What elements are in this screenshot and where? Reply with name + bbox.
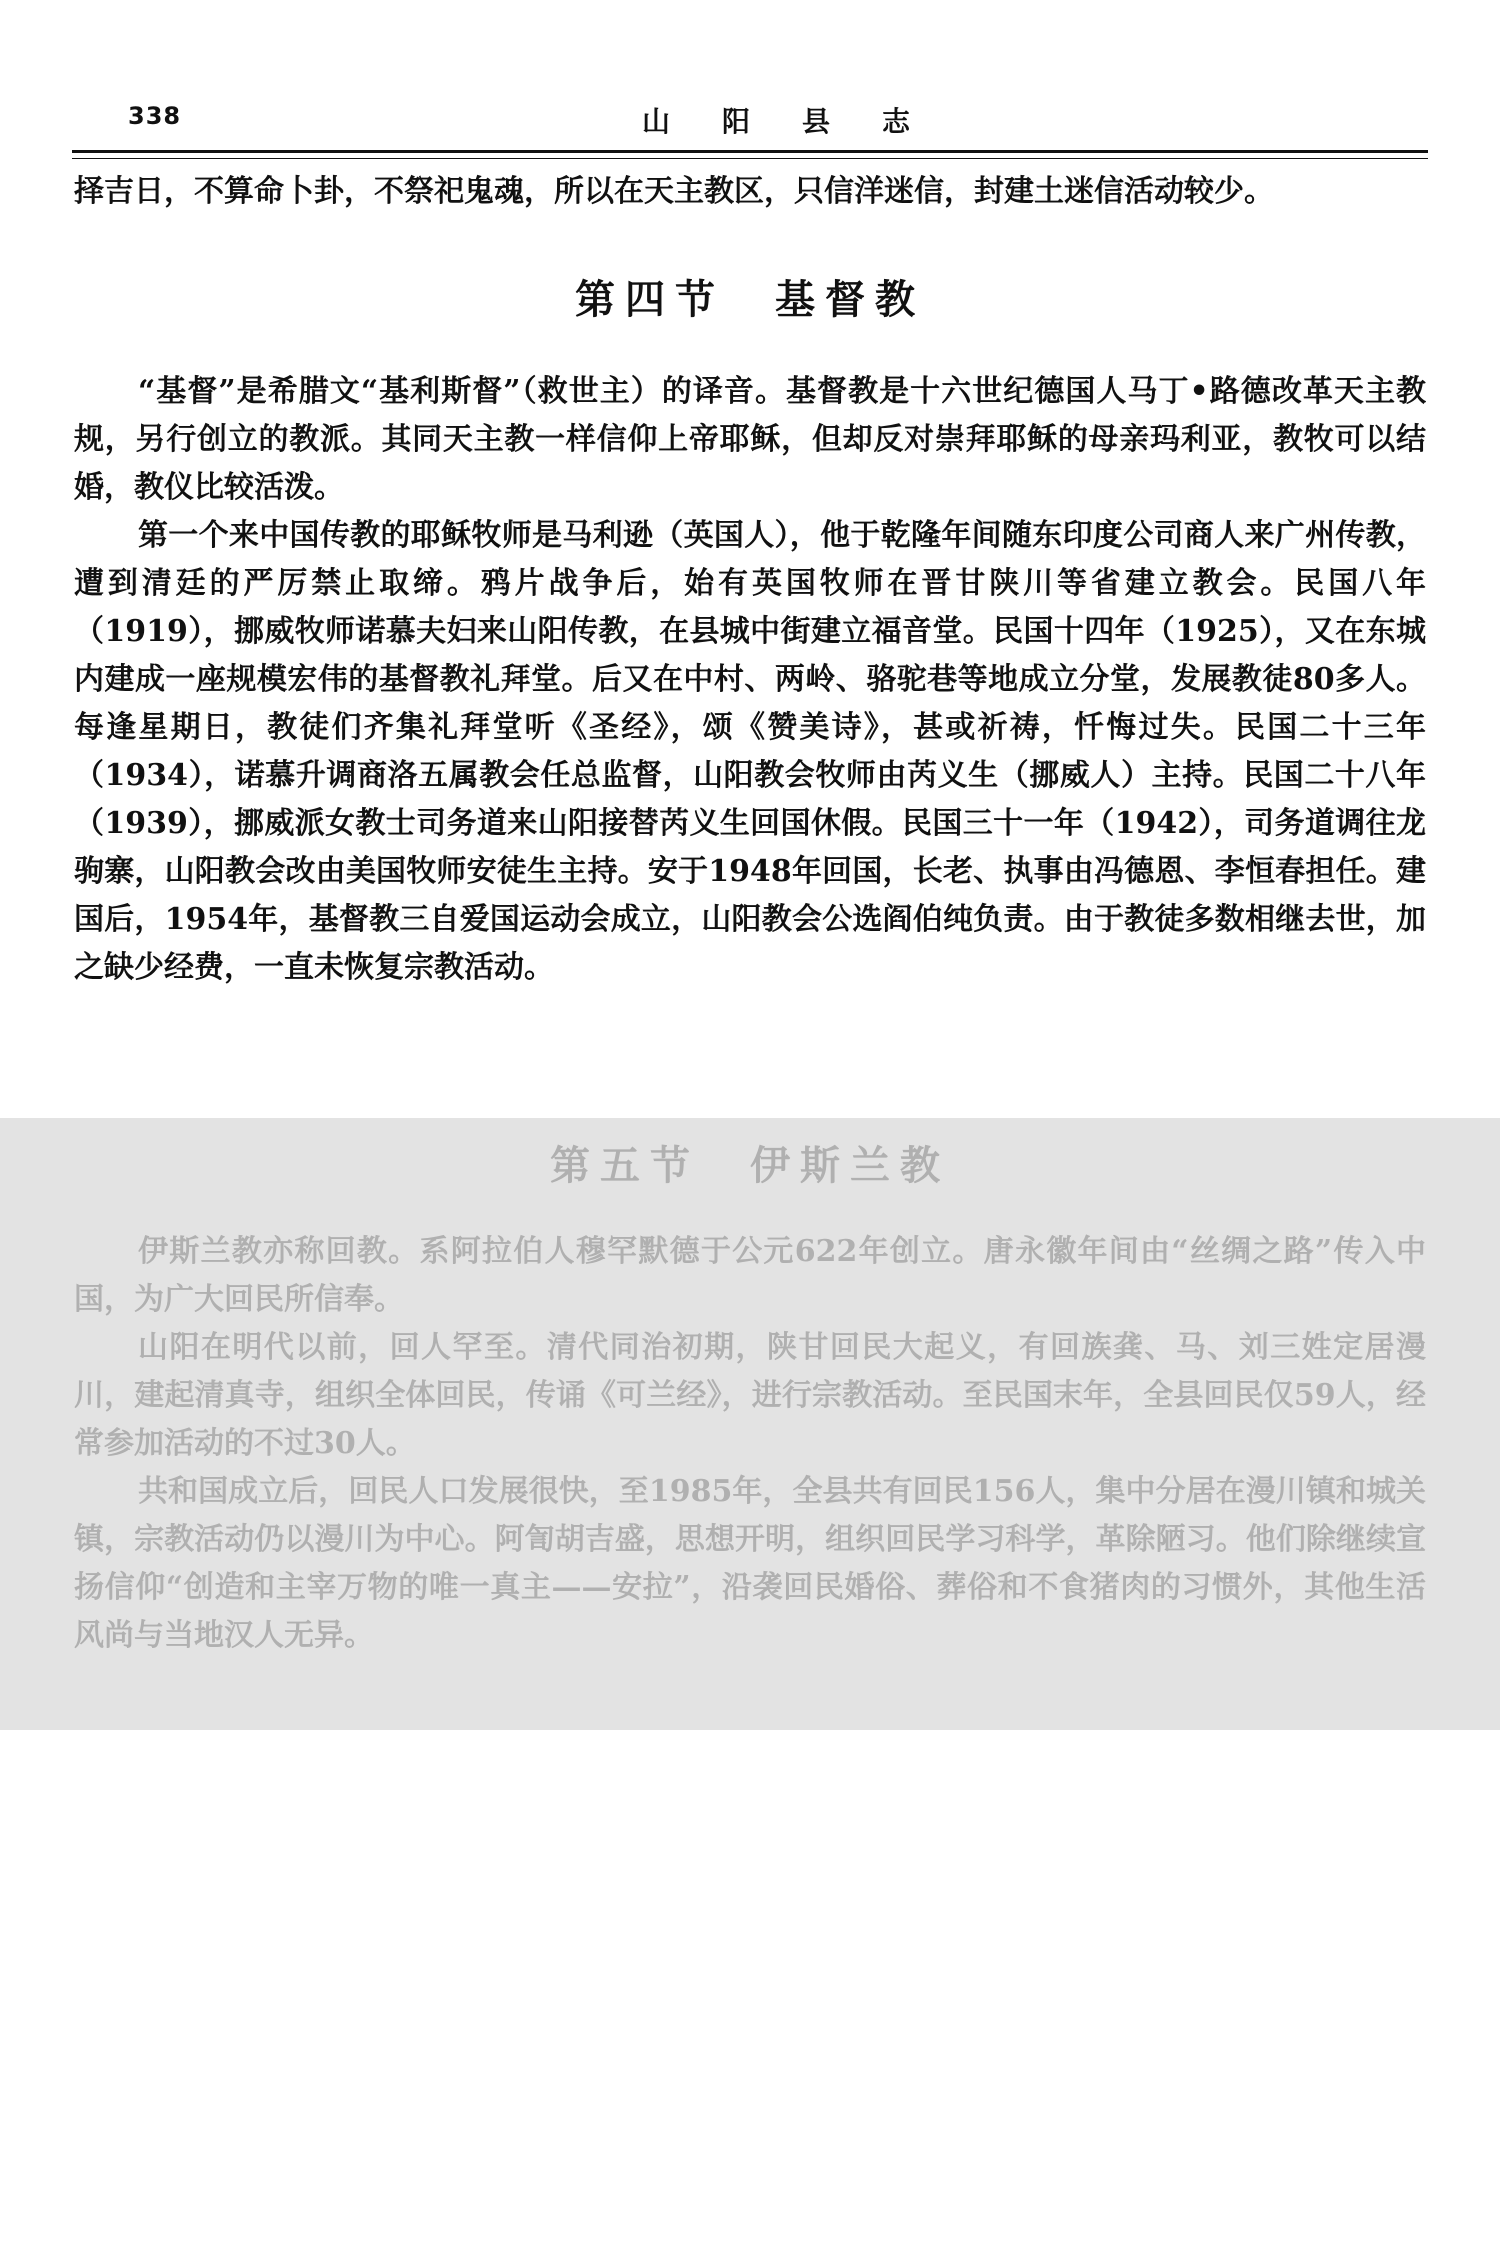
- continuation-paragraph: 择吉日，不算命卜卦，不祭祀鬼魂，所以在天主教区，只信洋迷信，封建土迷信活动较少。: [74, 174, 1274, 209]
- header-rule-thick: [72, 150, 1428, 153]
- section-5-body: [74, 1228, 1426, 1660]
- section-4-paragraph-1: “基督”是希腊文“基利斯督”（救世主）的译音。基督教是十六世纪德国人马丁•路德改革天主教规，另行创立的教派。其同天主教一样信仰上帝耶稣，但却反对崇拜耶稣的母亲玛利亚，教牧可以结婚，教仪比较活泼。: [74, 374, 1426, 505]
- section-5-heading: 第五节 伊斯兰教: [550, 1142, 950, 1189]
- continuation-block: [74, 168, 1426, 216]
- page-number: 338: [128, 102, 182, 130]
- header-rule-thin: [72, 158, 1428, 159]
- section-5-paragraph-3: 共和国成立后，回民人口发展很快，至1985年，全县共有回民156人，集中分居在漫川镇和城关镇，宗教活动仍以漫川为中心。阿訇胡吉盛，思想开明，组织回民学习科学，革除陋习。他们除继续宣扬信仰“创造和主宰万物的唯一真主——安拉”，沿袭回民婚俗、葬俗和不食猪肉的习惯外，其他生活风尚与当地汉人无异。: [74, 1474, 1426, 1653]
- section-4-paragraph-2: 第一个来中国传教的耶稣牧师是马利逊（英国人），他于乾隆年间随东印度公司商人来广州传教，遭到清廷的严厉禁止取缔。鸦片战争后，始有英国牧师在晋甘陕川等省建立教会。民国八年（1919），挪威牧师诺慕夫妇来山阳传教，在县城中街建立福音堂。民国十四年（1925），又在东城内建成一座规模宏伟的基督教礼拜堂。后又在中村、两岭、骆驼巷等地成立分堂，发展教徒80多人。每逢星期日，教徒们齐集礼拜堂听《圣经》，颂《赞美诗》，甚或祈祷，忏悔过失。民国二十三年（1934），诺慕升调商洛五属教会任总监督，山阳教会牧师由芮义生（挪威人）主持。民国二十八年（1939），挪威派女教士司务道来山阳接替芮义生回国休假。民国三十一年（1942），司务道调往龙驹寨，山阳教会改由美国牧师安徒生主持。安于1948年回国，长老、执事由冯德恩、李恒春担任。建国后，1954年，基督教三自爱国运动会成立，山阳教会公选阎伯纯负责。由于教徒多数相继去世，加之缺少经费，一直未恢复宗教活动。: [74, 518, 1426, 985]
- section-4-body: [74, 368, 1426, 992]
- section-5-paragraph-1: 伊斯兰教亦称回教。系阿拉伯人穆罕默德于公元622年创立。唐永徽年间由“丝绸之路”传入中国，为广大回民所信奉。: [74, 1234, 1426, 1317]
- section-4-heading: 第四节 基督教: [575, 276, 925, 323]
- section-5-paragraph-2: 山阳在明代以前，回人罕至。清代同治初期，陕甘回民大起义，有回族龚、马、刘三姓定居漫川，建起清真寺，组织全体回民，传诵《可兰经》，进行宗教活动。至民国末年，全县回民仅59人，经常参加活动的不过30人。: [74, 1330, 1426, 1461]
- running-title: 山阳县志: [641, 105, 962, 138]
- page-header: [72, 100, 1428, 140]
